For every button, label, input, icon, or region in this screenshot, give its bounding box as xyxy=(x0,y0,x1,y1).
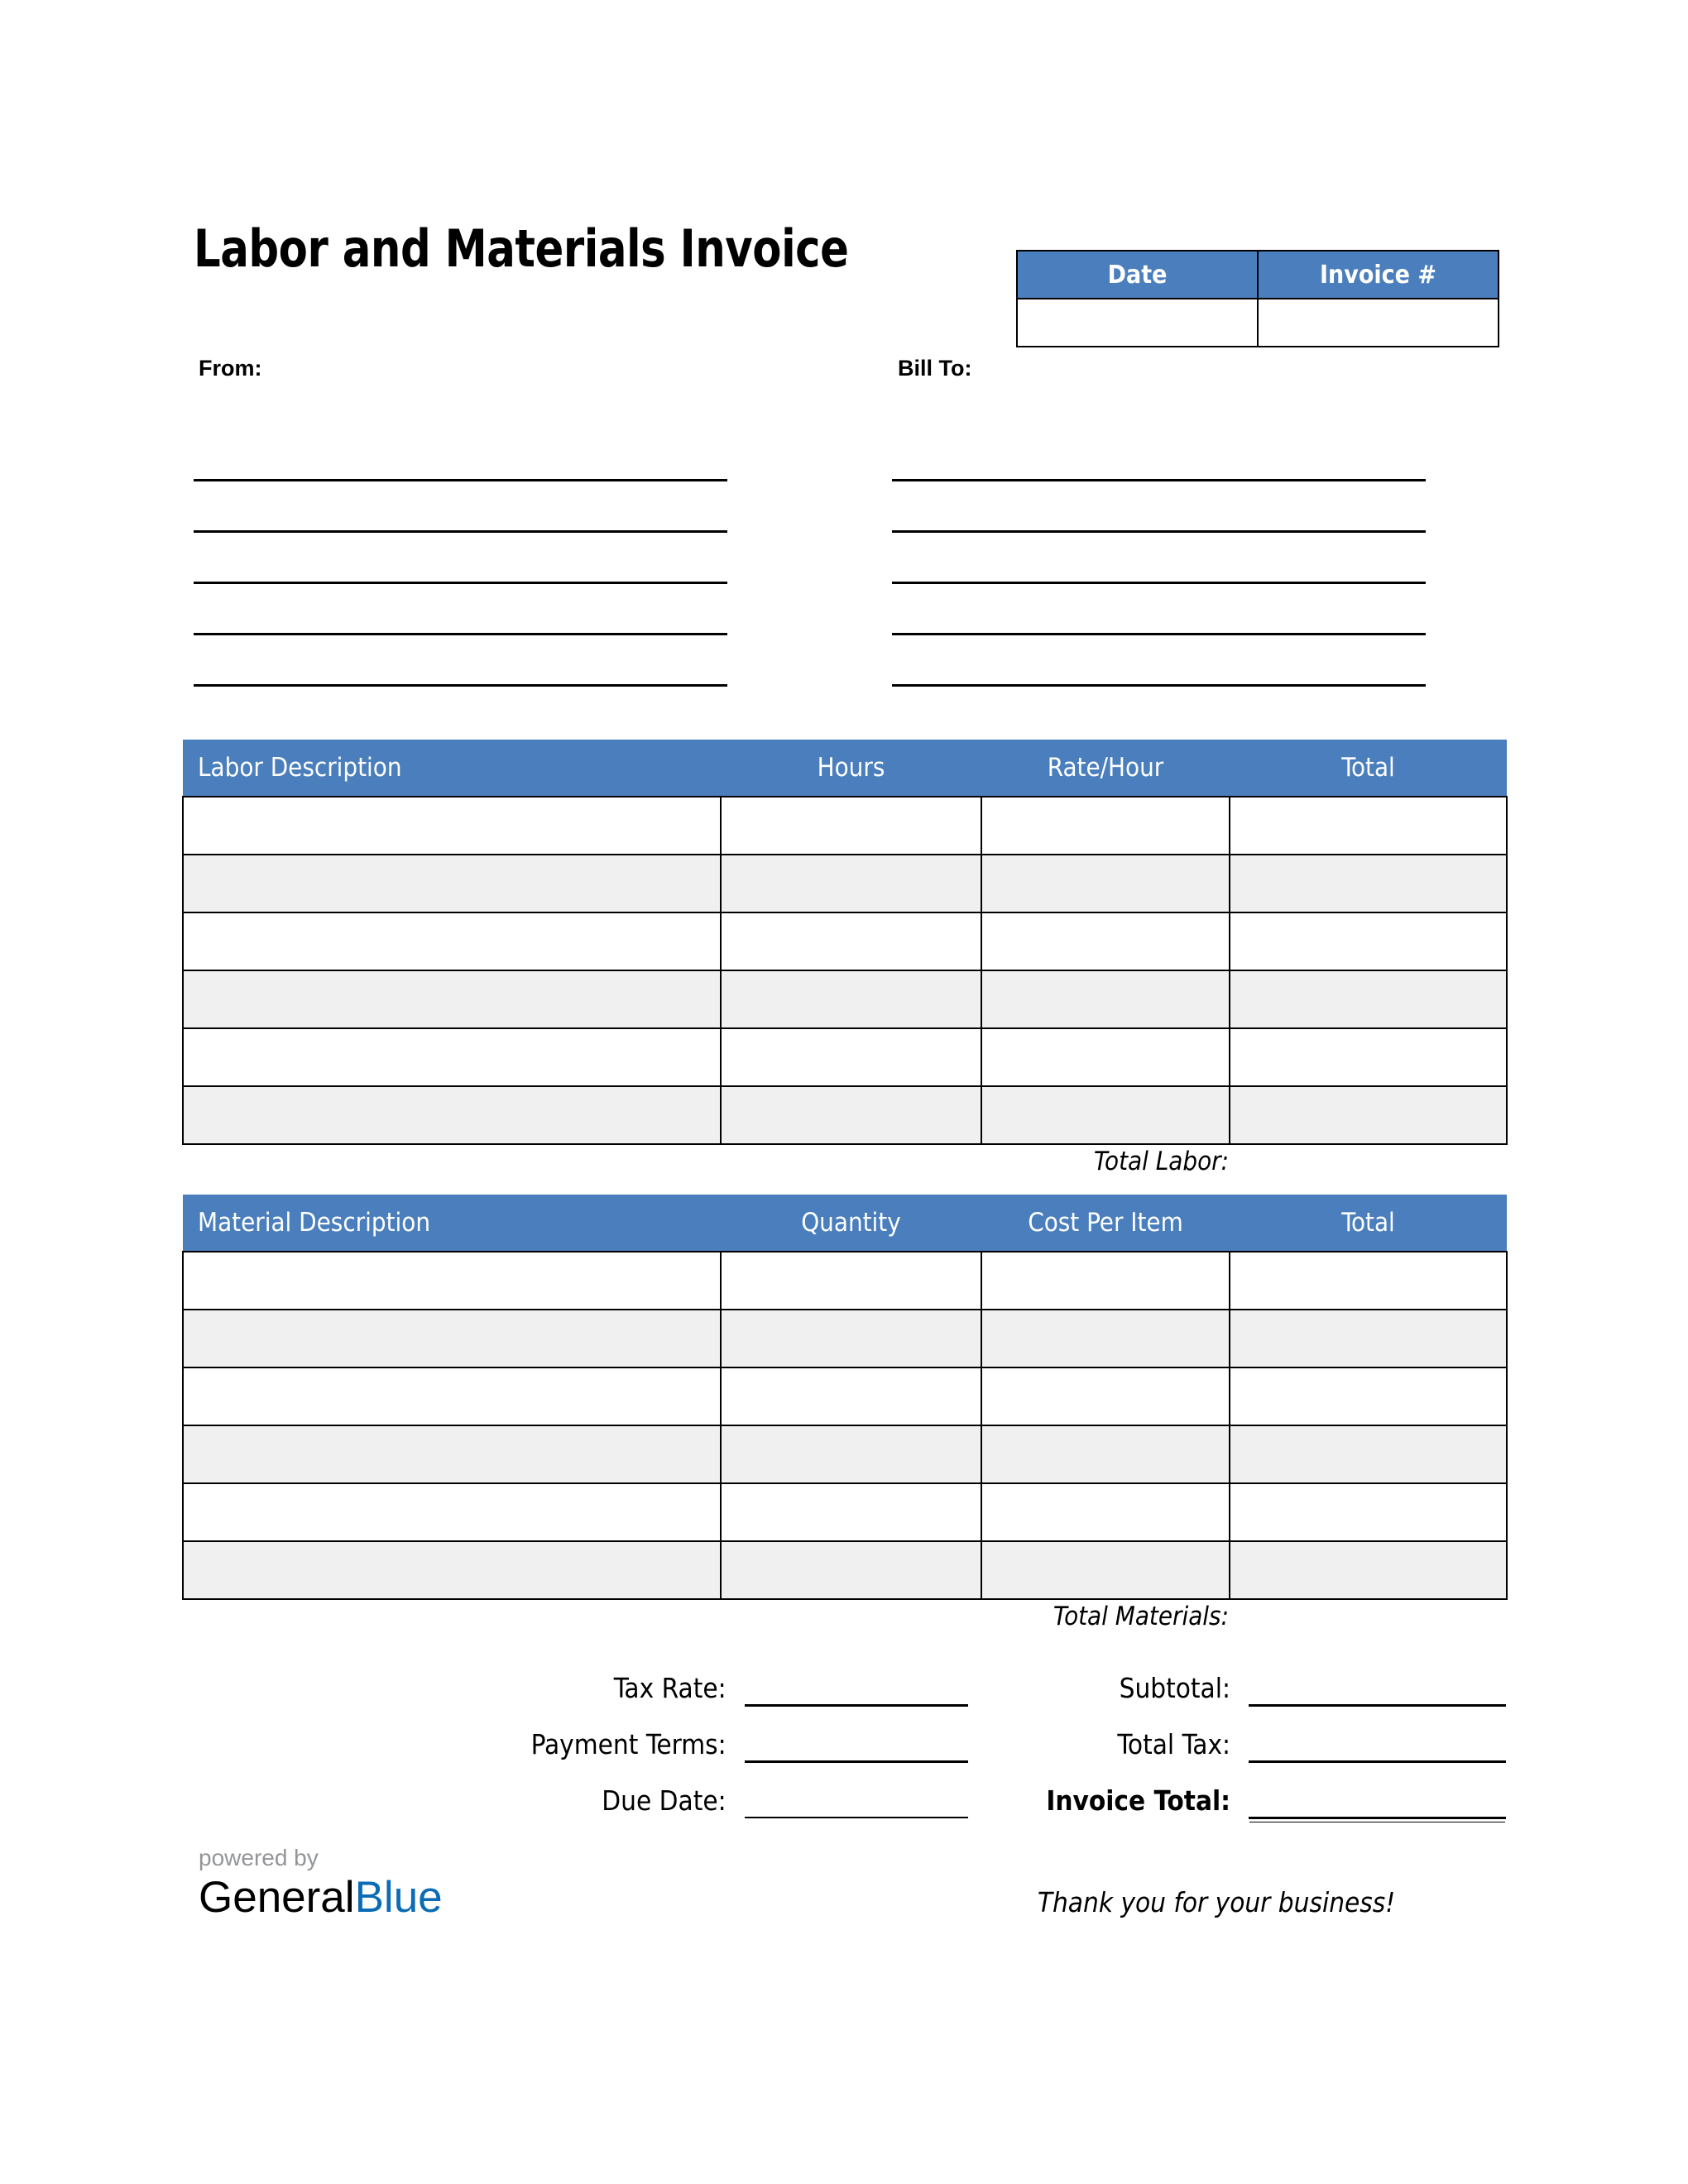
invoice-total-input[interactable] xyxy=(1249,1817,1506,1819)
material-cost-cell[interactable] xyxy=(981,1483,1230,1541)
brand-blue-text: Blue xyxy=(354,1873,443,1922)
labor-table-header-row xyxy=(183,740,1507,797)
material-cost-cell[interactable] xyxy=(981,1310,1230,1367)
labor-rate-column-header: Rate/Hour xyxy=(981,740,1230,797)
labor-rate-cell[interactable] xyxy=(981,970,1230,1028)
material-description-cell[interactable] xyxy=(183,1310,721,1367)
table-row xyxy=(183,1086,1507,1144)
material-description-cell[interactable] xyxy=(183,1541,721,1599)
bill-to-address-line[interactable] xyxy=(892,533,1426,584)
labor-hours-cell[interactable] xyxy=(721,970,981,1028)
material-description-cell[interactable] xyxy=(183,1367,721,1425)
invoice-sheet xyxy=(182,0,1506,2184)
table-row xyxy=(183,1028,1507,1086)
page-title: Labor and Materials Invoice xyxy=(194,218,849,279)
tax-rate-field xyxy=(397,1673,968,1707)
date-column-header: Date xyxy=(1017,251,1258,299)
total-materials-caption: Total Materials: xyxy=(1053,1602,1229,1631)
material-description-cell[interactable] xyxy=(183,1252,721,1310)
from-address-line[interactable] xyxy=(194,533,727,584)
invoice-header xyxy=(182,213,1506,321)
material-cost-cell[interactable] xyxy=(981,1425,1230,1483)
labor-description-cell[interactable] xyxy=(183,1028,721,1086)
labor-description-cell[interactable] xyxy=(183,797,721,855)
summary-section xyxy=(182,1673,1506,1842)
material-quantity-cell[interactable] xyxy=(721,1425,981,1483)
thank-you-message: Thank you for your business! xyxy=(1037,1886,1396,1918)
table-row xyxy=(183,797,1507,855)
tax-rate-label: Tax Rate: xyxy=(613,1672,727,1704)
date-invoice-table xyxy=(1016,250,1499,347)
material-cost-cell[interactable] xyxy=(981,1367,1230,1425)
brand-wordmark xyxy=(199,1875,443,1921)
labor-rate-cell[interactable] xyxy=(981,912,1230,970)
material-cost-column-header: Cost Per Item xyxy=(981,1195,1230,1252)
table-row xyxy=(183,1252,1507,1310)
table-row xyxy=(1017,299,1499,347)
material-total-cell[interactable] xyxy=(1230,1310,1507,1367)
material-cost-cell[interactable] xyxy=(981,1541,1230,1599)
bill-to-address-line[interactable] xyxy=(892,481,1426,533)
from-address-line[interactable] xyxy=(194,584,727,635)
labor-total-cell[interactable] xyxy=(1230,1086,1507,1144)
labor-total-cell[interactable] xyxy=(1230,970,1507,1028)
labor-description-column-header: Labor Description xyxy=(183,740,721,797)
table-row xyxy=(183,1425,1507,1483)
total-tax-field xyxy=(927,1729,1506,1763)
labor-hours-cell[interactable] xyxy=(721,1028,981,1086)
labor-description-cell[interactable] xyxy=(183,1086,721,1144)
material-quantity-cell[interactable] xyxy=(721,1541,981,1599)
table-row xyxy=(183,912,1507,970)
brand-general-text: General xyxy=(199,1873,355,1922)
labor-hours-cell[interactable] xyxy=(721,855,981,912)
table-row xyxy=(183,970,1507,1028)
labor-total-cell[interactable] xyxy=(1230,1028,1507,1086)
bill-to-address-line[interactable] xyxy=(892,635,1426,687)
materials-table xyxy=(182,1195,1508,1600)
labor-description-cell[interactable] xyxy=(183,855,721,912)
bill-to-address-block xyxy=(892,430,1426,687)
table-header-row xyxy=(1017,251,1499,299)
from-label: From: xyxy=(199,356,262,381)
labor-hours-column-header: Hours xyxy=(721,740,981,797)
table-row xyxy=(183,1483,1507,1541)
total-tax-input[interactable] xyxy=(1249,1760,1506,1763)
labor-description-cell[interactable] xyxy=(183,912,721,970)
material-quantity-cell[interactable] xyxy=(721,1310,981,1367)
labor-rate-cell[interactable] xyxy=(981,797,1230,855)
payment-terms-label: Payment Terms: xyxy=(530,1728,727,1760)
material-total-cell[interactable] xyxy=(1230,1483,1507,1541)
labor-hours-cell[interactable] xyxy=(721,912,981,970)
material-quantity-cell[interactable] xyxy=(721,1252,981,1310)
labor-total-column-header: Total xyxy=(1230,740,1507,797)
invoice-number-column-header: Invoice # xyxy=(1258,251,1499,299)
labor-rate-cell[interactable] xyxy=(981,1086,1230,1144)
due-date-label: Due Date: xyxy=(602,1784,727,1817)
summary-row-3 xyxy=(182,1785,1506,1842)
date-input-cell[interactable] xyxy=(1017,299,1258,347)
from-address-block xyxy=(194,430,727,687)
table-row xyxy=(183,1310,1507,1367)
invoice-total-label: Invoice Total: xyxy=(1046,1784,1231,1817)
labor-total-cell[interactable] xyxy=(1230,855,1507,912)
due-date-field xyxy=(397,1785,968,1818)
materials-table-header-row xyxy=(183,1195,1507,1252)
labor-rate-cell[interactable] xyxy=(981,855,1230,912)
material-total-cell[interactable] xyxy=(1230,1425,1507,1483)
subtotal-field xyxy=(927,1673,1506,1707)
bill-to-address-line[interactable] xyxy=(892,430,1426,481)
total-labor-caption: Total Labor: xyxy=(1093,1147,1229,1176)
table-row xyxy=(183,855,1507,912)
labor-description-cell[interactable] xyxy=(183,970,721,1028)
summary-row-1 xyxy=(182,1673,1506,1729)
from-address-line[interactable] xyxy=(194,635,727,687)
payment-terms-field xyxy=(397,1729,968,1763)
material-quantity-column-header: Quantity xyxy=(721,1195,981,1252)
from-address-line[interactable] xyxy=(194,430,727,481)
labor-rate-cell[interactable] xyxy=(981,1028,1230,1086)
material-quantity-cell[interactable] xyxy=(721,1483,981,1541)
invoice-number-input-cell[interactable] xyxy=(1258,299,1499,347)
material-cost-cell[interactable] xyxy=(981,1252,1230,1310)
material-total-cell[interactable] xyxy=(1230,1541,1507,1599)
generalblue-logo xyxy=(199,1846,443,1921)
material-description-cell[interactable] xyxy=(183,1425,721,1483)
summary-row-2 xyxy=(182,1729,1506,1785)
material-total-cell[interactable] xyxy=(1230,1367,1507,1425)
labor-hours-cell[interactable] xyxy=(721,1086,981,1144)
labor-total-cell[interactable] xyxy=(1230,797,1507,855)
bill-to-address-line[interactable] xyxy=(892,584,1426,635)
labor-total-cell[interactable] xyxy=(1230,912,1507,970)
from-address-line[interactable] xyxy=(194,481,727,533)
labor-table xyxy=(182,740,1508,1145)
total-tax-label: Total Tax: xyxy=(1117,1728,1231,1760)
material-description-column-header: Material Description xyxy=(183,1195,721,1252)
table-row xyxy=(183,1541,1507,1599)
invoice-total-field xyxy=(927,1785,1506,1819)
powered-by-label: powered by xyxy=(199,1845,319,1870)
material-quantity-cell[interactable] xyxy=(721,1367,981,1425)
material-total-cell[interactable] xyxy=(1230,1252,1507,1310)
labor-hours-cell[interactable] xyxy=(721,797,981,855)
material-total-column-header: Total xyxy=(1230,1195,1507,1252)
bill-to-label: Bill To: xyxy=(898,356,972,381)
table-row xyxy=(183,1367,1507,1425)
subtotal-input[interactable] xyxy=(1249,1704,1506,1707)
material-description-cell[interactable] xyxy=(183,1483,721,1541)
subtotal-label: Subtotal: xyxy=(1119,1672,1231,1704)
